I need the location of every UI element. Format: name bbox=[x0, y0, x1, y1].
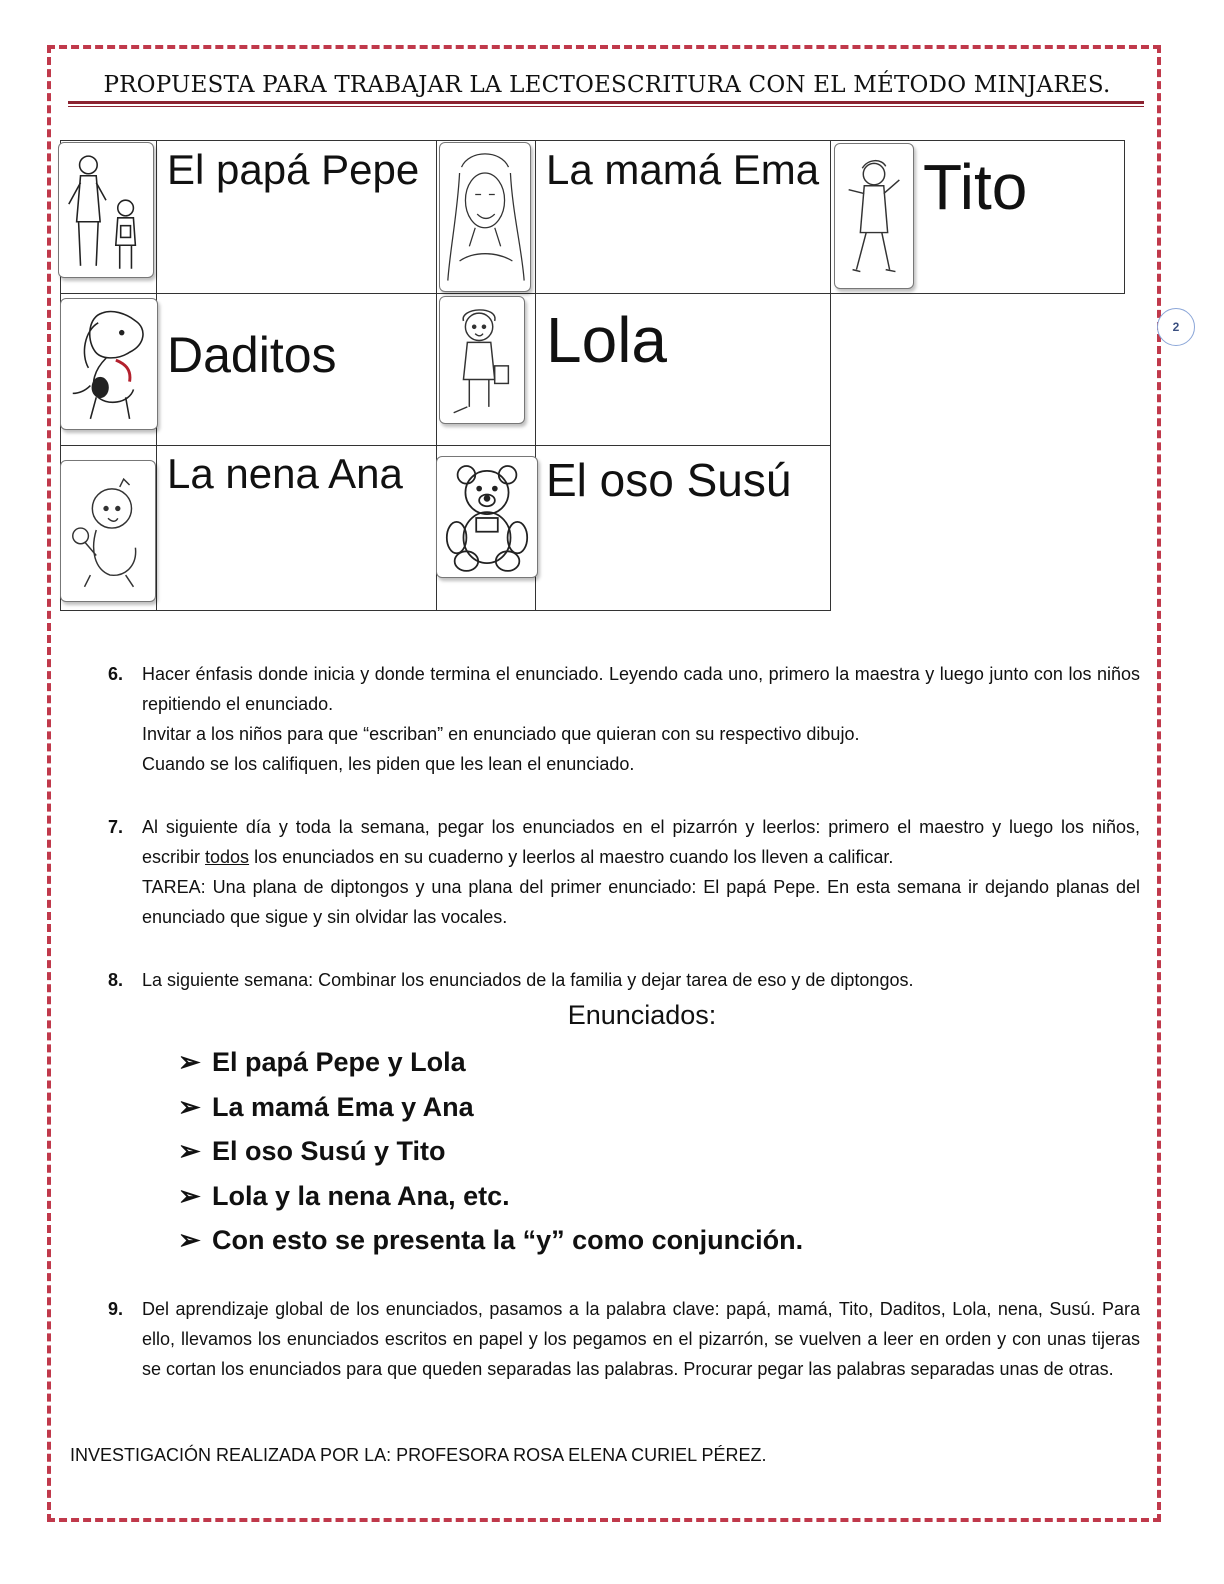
item-text: La siguiente semana: Combinar los enunciados de la familia y dejar tarea de eso y de diptongos. bbox=[142, 970, 914, 990]
enunciados-heading: Enunciados: bbox=[567, 1000, 717, 1030]
arrow-bullet-icon: ➢ bbox=[178, 1136, 201, 1166]
father-and-child-icon bbox=[58, 142, 154, 278]
item-text: Del aprendizaje global de los enunciados, pasamos a la palabra clave: papá, mamá, Tito, Daditos, Lola, nena, Susú. Para ello, llevamos los enunciados escritos en papel y los pegamos en el pizarrón, se vuelven a leer en orden y con unas tijeras se cortan los enunciados para que queden separadas las palabras. Procurar pegar las palabras separadas unas de otras. bbox=[142, 1299, 1140, 1379]
item-number: 6. bbox=[108, 664, 124, 684]
dog-icon bbox=[60, 298, 158, 430]
teddy-bear-icon bbox=[436, 456, 538, 578]
item-text: Al siguiente día y toda la semana, pegar los enunciados en el pizarrón y leerlos: primero el maestro y luego los niños, escribir todos los enunciados en su cuaderno y leerlos al maestro cuando los lleven a calificar. bbox=[142, 817, 1140, 867]
homework-text: TAREA: Una plana de diptongos y una plana del primer enunciado: El papá Pepe. En esta semana ir dejando planas del enunciado que sigue y sin olvidar las vocales. bbox=[142, 877, 1140, 927]
list-item: ➢ Lola y la nena Ana, etc. bbox=[178, 1174, 803, 1219]
item-number: 7. bbox=[108, 817, 124, 837]
header-divider bbox=[68, 101, 1144, 104]
header-divider-thin bbox=[68, 106, 1144, 107]
emphasis-word: todos bbox=[205, 847, 250, 867]
character-label-mama: La mamá Ema bbox=[546, 146, 820, 193]
character-label-nena: La nena Ana bbox=[167, 450, 403, 497]
instruction-item-8 bbox=[108, 965, 1140, 995]
arrow-bullet-icon: ➢ bbox=[178, 1225, 201, 1255]
boy-icon bbox=[834, 143, 914, 289]
item-text: Hacer énfasis donde inicia y donde termina el enunciado. Leyendo cada uno, primero la maestra y luego junto con los niños repitiendo el enunciado. bbox=[142, 664, 1140, 714]
enunciados-list bbox=[178, 1040, 803, 1263]
instruction-item-7 bbox=[108, 812, 1140, 932]
instruction-item-6 bbox=[108, 659, 1140, 779]
item-number: 8. bbox=[108, 970, 124, 990]
page-number-badge: 2 bbox=[1157, 308, 1195, 346]
arrow-bullet-icon: ➢ bbox=[178, 1047, 201, 1077]
item-text: Cuando se los califiquen, les piden que les lean el enunciado. bbox=[142, 754, 635, 774]
mother-portrait-icon bbox=[439, 142, 531, 292]
list-item: ➢ La mamá Ema y Ana bbox=[178, 1085, 803, 1130]
instruction-item-9 bbox=[108, 1294, 1140, 1384]
item-text: Invitar a los niños para que “escriban” en enunciado que quieran con su respectivo dibujo. bbox=[142, 724, 860, 744]
list-item: ➢ El papá Pepe y Lola bbox=[178, 1040, 803, 1085]
character-label-papa: El papá Pepe bbox=[167, 146, 420, 193]
list-item: ➢ Con esto se presenta la “y” como conjunción. bbox=[178, 1218, 803, 1263]
page-title: PROPUESTA PARA TRABAJAR LA LECTOESCRITURA CON EL MÉTODO MINJARES. bbox=[103, 72, 1111, 98]
character-label-tito: Tito bbox=[923, 151, 1028, 223]
list-item: ➢ El oso Susú y Tito bbox=[178, 1129, 803, 1174]
character-label-oso: El oso Susú bbox=[546, 454, 792, 506]
baby-icon bbox=[60, 460, 156, 602]
item-number: 9. bbox=[108, 1299, 124, 1319]
character-label-daditos: Daditos bbox=[167, 327, 337, 383]
arrow-bullet-icon: ➢ bbox=[178, 1091, 201, 1122]
character-label-lola: Lola bbox=[546, 304, 667, 376]
girl-doll-icon bbox=[439, 296, 525, 424]
author-credit: INVESTIGACIÓN REALIZADA POR LA: PROFESORA ROSA ELENA CURIEL PÉREZ. bbox=[70, 1445, 767, 1465]
arrow-bullet-icon: ➢ bbox=[178, 1180, 201, 1211]
